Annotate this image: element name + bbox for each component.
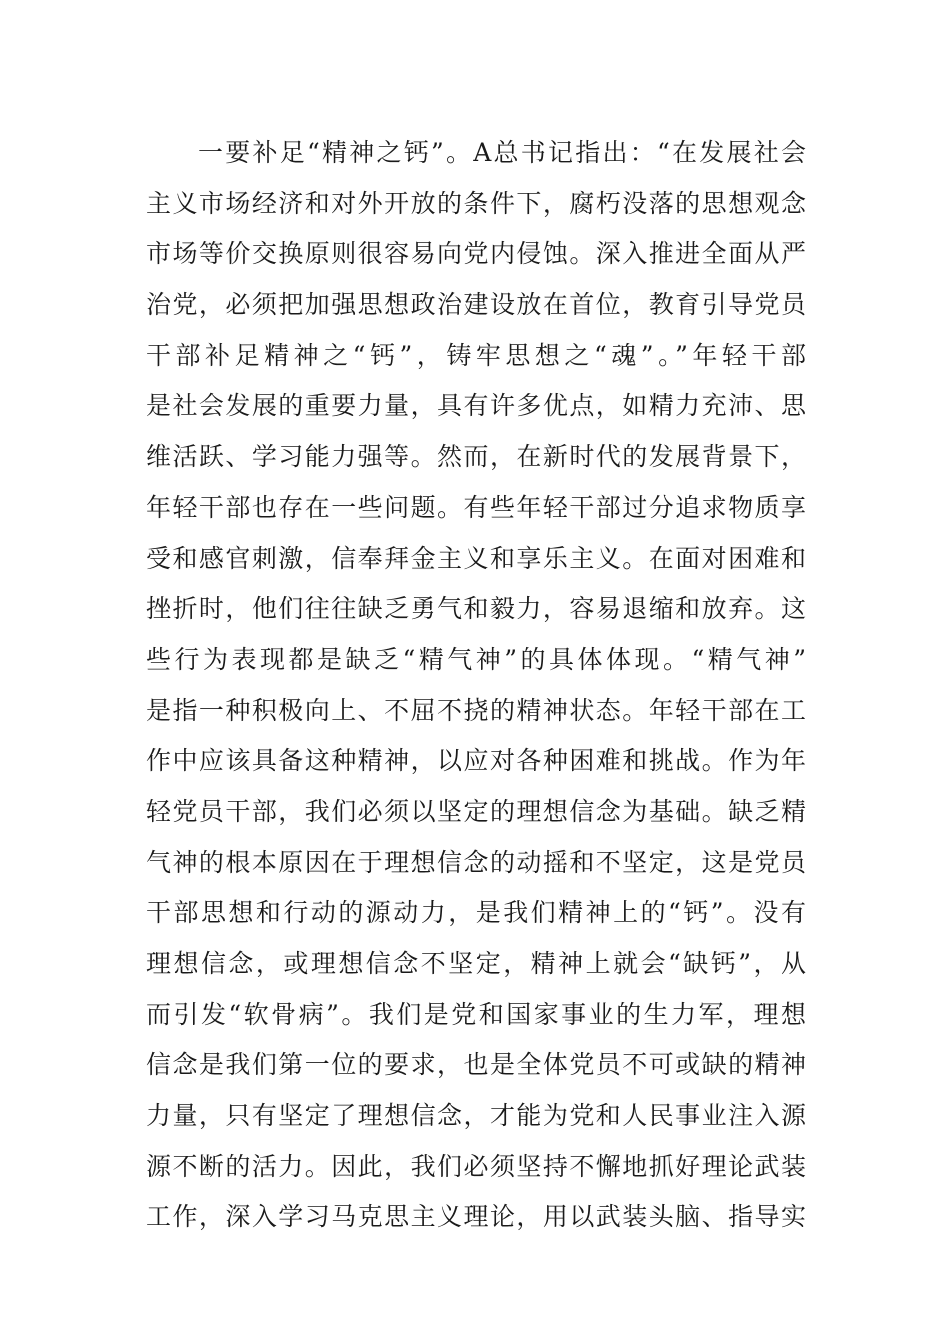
paragraph-line: 工作，深入学习马克思主义理论，用以武装头脑、指导实 bbox=[146, 1202, 806, 1232]
paragraph-line: 年轻干部也存在一些问题。有些年轻干部过分追求物质享 bbox=[146, 492, 806, 522]
body-paragraph bbox=[146, 128, 806, 1243]
paragraph-line: 市场等价交换原则很容易向党内侵蚀。深入推进全面从严 bbox=[146, 239, 806, 269]
paragraph-line: 轻党员干部，我们必须以坚定的理想信念为基础。缺乏精 bbox=[146, 796, 806, 826]
paragraph-line: 些行为表现都是缺乏“精气神”的具体体现。“精气神” bbox=[146, 644, 806, 674]
paragraph-line: 信念是我们第一位的要求，也是全体党员不可或缺的精神 bbox=[146, 1050, 806, 1080]
paragraph-line: 维活跃、学习能力强等。然而，在新时代的发展背景下， bbox=[146, 442, 806, 472]
paragraph-line: 力量，只有坚定了理想信念，才能为党和人民事业注入源 bbox=[146, 1101, 806, 1131]
paragraph-line: 是指一种积极向上、不屈不挠的精神状态。年轻干部在工 bbox=[146, 695, 806, 725]
paragraph-line: 理想信念，或理想信念不坚定，精神上就会“缺钙”，从 bbox=[146, 949, 806, 978]
paragraph-line: 气神的根本原因在于理想信念的动摇和不坚定，这是党员 bbox=[146, 847, 806, 877]
paragraph-line: 而引发“软骨病”。我们是党和国家事业的生力军，理想 bbox=[146, 999, 806, 1029]
paragraph-line: 一要补足“精神之钙”。A总书记指出：“在发展社会 bbox=[198, 138, 806, 167]
paragraph-line: 是社会发展的重要力量，具有许多优点，如精力充沛、思 bbox=[146, 391, 806, 421]
paragraph-line: 受和感官刺激，信奉拜金主义和享乐主义。在面对困难和 bbox=[146, 543, 806, 573]
paragraph-line: 作中应该具备这种精神，以应对各种困难和挑战。作为年 bbox=[146, 746, 806, 776]
paragraph-line: 挫折时，他们往往缺乏勇气和毅力，容易退缩和放弃。这 bbox=[146, 594, 806, 624]
paragraph-line: 治党，必须把加强思想政治建设放在首位，教育引导党员 bbox=[146, 290, 806, 320]
paragraph-line: 主义市场经济和对外开放的条件下，腐朽没落的思想观念 bbox=[146, 188, 806, 218]
paragraph-line: 源不断的活力。因此，我们必须坚持不懈地抓好理论武装 bbox=[146, 1151, 806, 1181]
paragraph-line: 干部思想和行动的源动力，是我们精神上的“钙”。没有 bbox=[146, 898, 806, 928]
paragraph-line: 干部补足精神之“钙”，铸牢思想之“魂”。”年轻干部 bbox=[146, 340, 806, 370]
